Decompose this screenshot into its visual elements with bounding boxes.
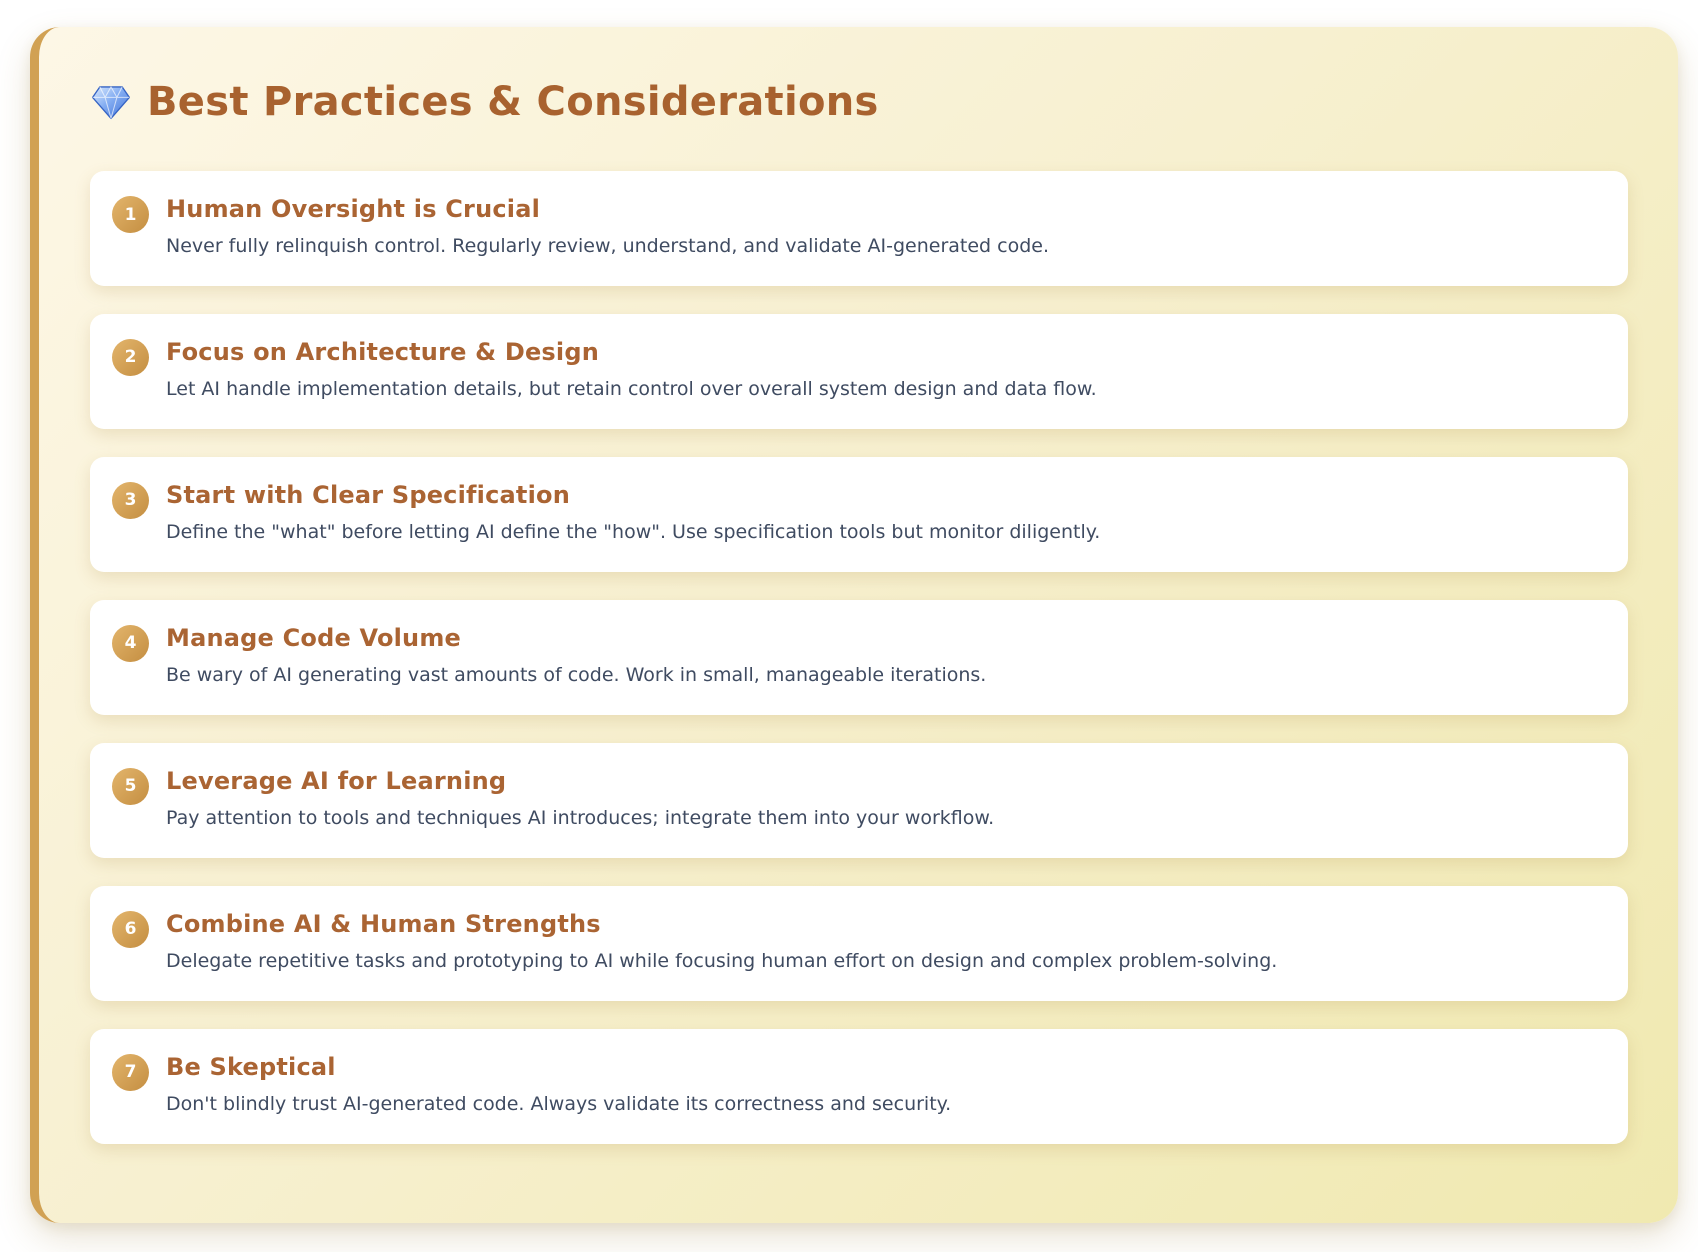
card-number-badge: 7 <box>112 1054 149 1091</box>
card-number-badge: 6 <box>112 911 149 948</box>
card-title: Manage Code Volume <box>166 623 462 652</box>
practice-card <box>90 600 1628 715</box>
page-title <box>90 79 1628 125</box>
card-list <box>90 171 1628 1144</box>
card-number-badge: 4 <box>112 625 149 662</box>
card-title: Be Skeptical <box>166 1052 336 1081</box>
card-body <box>166 1053 1600 1118</box>
card-body <box>166 195 1600 260</box>
card-title: Start with Clear Specification <box>166 480 570 509</box>
card-number-badge: 2 <box>112 339 149 376</box>
card-description: Delegate repetitive tasks and prototyping to AI while focusing human effort on design and complex problem-solving. <box>166 949 1278 972</box>
practice-card <box>90 314 1628 429</box>
card-body <box>166 624 1600 689</box>
card-body <box>166 910 1600 975</box>
practice-card <box>90 886 1628 1001</box>
card-number-badge: 5 <box>112 768 149 805</box>
card-description: Never fully relinquish control. Regularly review, understand, and validate AI-generated code. <box>166 235 1050 257</box>
card-description: Be wary of AI generating vast amounts of code. Work in small, manageable iterations. <box>166 663 987 686</box>
card-body <box>166 767 1600 832</box>
card-title: Focus on Architecture & Design <box>166 337 600 366</box>
page-title-text: Best Practices & Considerations <box>147 79 879 125</box>
card-description: Define the "what" before letting AI define the "how". Use specification tools but monitor diligently. <box>166 520 1101 543</box>
card-description: Let AI handle implementation details, but retain control over overall system design and data flow. <box>166 377 1097 400</box>
card-title: Leverage AI for Learning <box>166 766 507 795</box>
card-body <box>166 338 1600 403</box>
card-description: Pay attention to tools and techniques AI introduces; integrate them into your workflow. <box>166 806 995 829</box>
practice-card <box>90 171 1628 286</box>
best-practices-panel <box>30 27 1678 1223</box>
practice-card <box>90 457 1628 572</box>
card-body <box>166 481 1600 546</box>
card-description: Don't blindly trust AI-generated code. Always validate its correctness and security. <box>166 1092 952 1115</box>
card-title: Combine AI & Human Strengths <box>166 909 601 938</box>
practice-card <box>90 743 1628 858</box>
gem-icon <box>90 81 132 123</box>
practice-card <box>90 1029 1628 1144</box>
card-number-badge: 1 <box>112 196 149 233</box>
card-number-badge: 3 <box>112 482 149 519</box>
card-title: Human Oversight is Crucial <box>166 195 541 223</box>
